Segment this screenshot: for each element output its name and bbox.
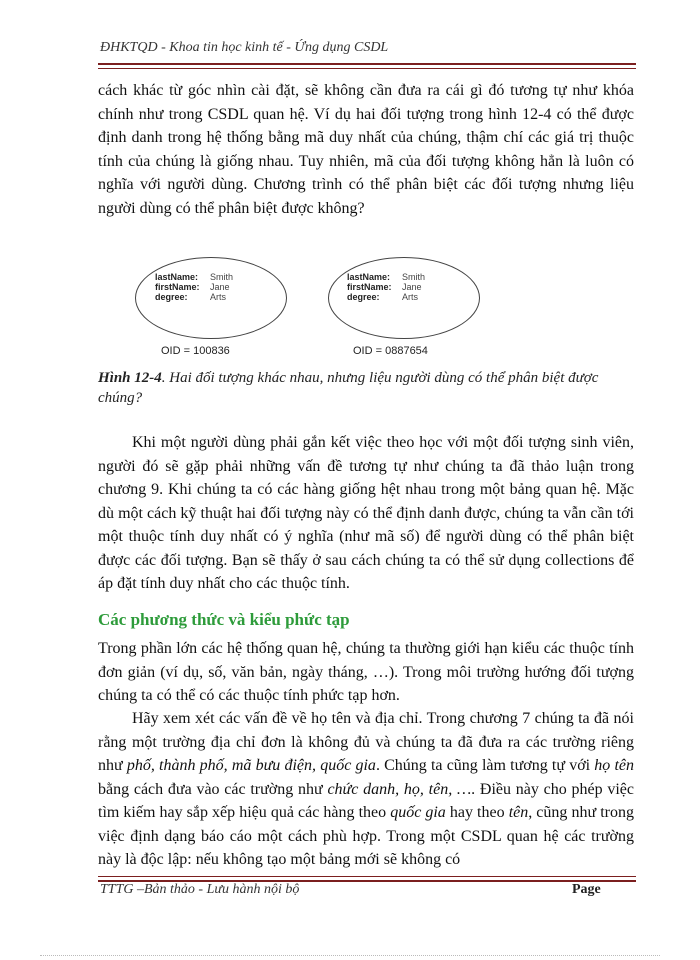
- attr-value: Jane: [210, 282, 230, 292]
- caption-lead: Hình 12-4: [98, 370, 162, 386]
- footer-note: TTTG –Bản thảo - Lưu hành nội bộ: [100, 882, 300, 897]
- paragraph-complex-attributes: [98, 707, 634, 872]
- paragraph-types: Trong phần lớn các hệ thống quan hệ, chúng ta thường giới hạn kiểu các thuộc tính đơn giản (ví dụ, số, văn bản, ngày tháng, …). Trong môi trường hướng đối tượng chúng ta có thể có các thuộc tính phức tạp hơn.: [98, 640, 634, 704]
- page-boundary: [40, 955, 660, 956]
- italic-run: phố, thành phố, mã bưu điện, quốc gia: [126, 757, 376, 774]
- object-attributes-2: [347, 272, 425, 302]
- page-label: Page: [572, 882, 601, 897]
- paragraph-intro: cách khác từ góc nhìn cài đặt, sẽ không cần đưa ra cái gì đó tương tự như khóa chính như trong CSDL quan hệ. Ví dụ hai đối tượng trong hình 12-4 có thể được định danh trong hệ thống bằng mã duy nhất của chúng, thậm chí các giá trị thuộc tính của chúng là giống nhau. Tuy nhiên, mã của đối tượng không hẳn là luôn có nghĩa với người dùng. Chương trình có thể phân biệt các đối tượng nhưng liệu người dùng có thể phân biệt được không?: [98, 82, 634, 217]
- attr-value: Arts: [210, 292, 227, 302]
- figure-caption: [98, 368, 634, 408]
- figure-12-4: [135, 257, 455, 367]
- object-oid-2: OID = 0887654: [353, 345, 428, 357]
- text-run: , cũng như trong việc định dạng báo cáo một cách phù hợp. Trong một CSDL quan hệ các trường này là độc lập: nếu không tạo một bảng mới sẽ không có: [98, 804, 634, 868]
- text-run: bằng cách đưa vào các trường như: [98, 780, 328, 798]
- attr-value: Jane: [402, 282, 422, 292]
- italic-run: chức danh, họ, tên, …: [327, 780, 472, 798]
- attr-key: degree:: [155, 292, 188, 302]
- header-rule: [98, 63, 636, 69]
- caption-text: . Hai đối tượng khác nhau, nhưng liệu người dùng có thể phân biệt được chúng?: [98, 370, 599, 406]
- attr-key: degree:: [347, 292, 380, 302]
- text-run: hay theo: [445, 804, 509, 821]
- attr-value: Arts: [402, 292, 419, 302]
- attr-key: firstName:: [155, 282, 200, 292]
- object-attributes-1: [155, 272, 233, 302]
- italic-run: quốc gia: [390, 804, 446, 821]
- object-oid-1: OID = 100836: [161, 345, 230, 357]
- text-run: Hãy xem xét các vấn đề về họ tên và địa chỉ. Trong chương 7 chúng ta đã nói rằng một trường địa chỉ đơn là không đủ và chúng ta đã đưa ra các trường riêng như: [98, 710, 634, 774]
- page-header: ĐHKTQD - Khoa tin học kinh tế - Ứng dụng CSDL: [100, 40, 389, 55]
- section-heading: Các phương thức và kiểu phức tạp: [98, 610, 350, 629]
- text-run: . Điều này cho phép việc tìm kiếm hay sắp xếp hiệu quả các hàng theo: [98, 780, 634, 821]
- attr-key: lastName:: [347, 272, 391, 282]
- attr-key: lastName:: [155, 272, 199, 282]
- attr-key: firstName:: [347, 282, 392, 292]
- italic-run: họ tên: [594, 757, 635, 774]
- attr-value: Smith: [402, 272, 426, 282]
- attr-value: Smith: [210, 272, 234, 282]
- italic-run: tên: [508, 804, 529, 821]
- paragraph-identity: Khi một người dùng phải gắn kết việc theo học với một đối tượng sinh viên, người đó sẽ gặp phải những vấn đề tương tự như chúng ta đã thảo luận trong chương 9. Khi chúng ta có các hàng giống hệt nhau trong một bảng quan hệ. Mặc dù một cách kỹ thuật hai đối tượng này có thể định danh được, chúng ta vẫn cần tới một thuộc tính duy nhất có ý nghĩa (như mã số) để người dùng có thể phân biệt được các đối tượng. Bạn sẽ thấy ở sau cách chúng ta có thể sử dụng collections để áp đặt tính duy nhất cho các thuộc tính.: [98, 434, 634, 592]
- text-run: . Chúng ta cũng làm tương tự với: [375, 757, 595, 774]
